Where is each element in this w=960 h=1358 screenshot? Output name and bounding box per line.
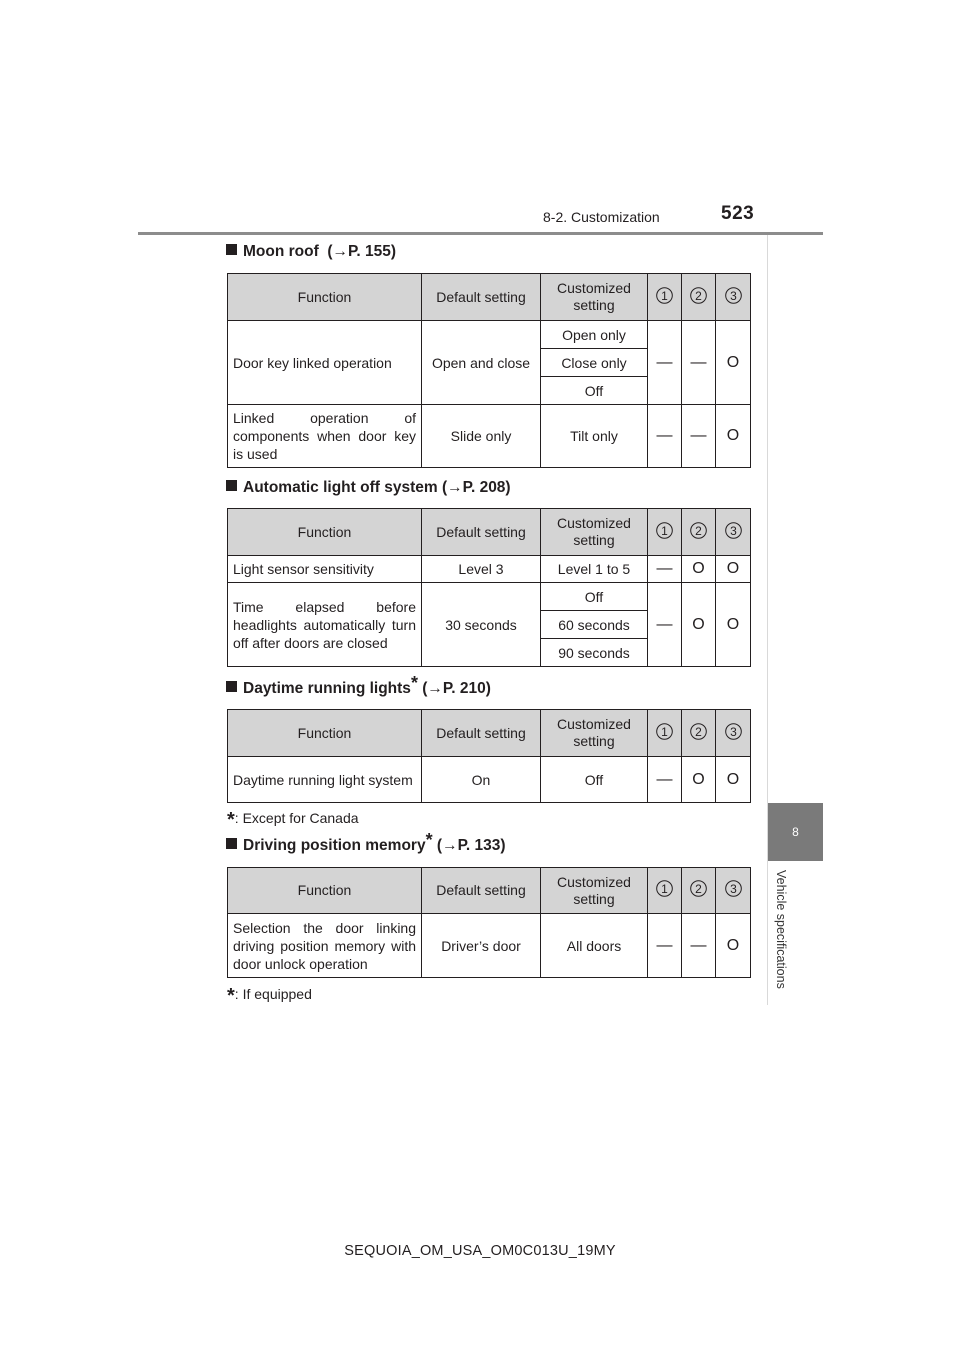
footnote-canada <box>227 809 359 832</box>
circled-2-label: 2 <box>695 288 702 303</box>
table-row <box>228 914 751 978</box>
footnote-star: * <box>227 985 235 1007</box>
header-default-setting: Default setting <box>422 710 541 757</box>
circled-1-icon <box>656 287 673 304</box>
header-col-3 <box>716 710 751 757</box>
section-title-drl <box>226 673 491 698</box>
circled-3-icon <box>725 522 742 539</box>
mark-cell: — <box>682 405 716 468</box>
settings-table-dpm <box>227 867 751 978</box>
circled-2-icon <box>690 287 707 304</box>
mark-cell: — <box>648 914 682 978</box>
header-default-setting: Default setting <box>422 868 541 914</box>
side-divider <box>767 235 768 1005</box>
function-cell: Light sensor sensitivity <box>228 556 422 583</box>
mark-cell: O <box>716 583 751 667</box>
mark-cell: — <box>682 914 716 978</box>
header-customized-setting: Customized setting <box>541 868 648 914</box>
settings-table-moon-roof <box>227 273 751 468</box>
bullet-square-icon <box>226 838 237 849</box>
mark-cell: O <box>682 757 716 803</box>
table-row <box>228 321 751 349</box>
document-id: SEQUOIA_OM_USA_OM0C013U_19MY <box>344 1243 616 1259</box>
circled-1-icon <box>656 723 673 740</box>
option-cell: Off <box>541 757 648 803</box>
bullet-square-icon <box>226 480 237 491</box>
mark-cell: — <box>648 556 682 583</box>
default-cell: Driver’s door <box>422 914 541 978</box>
circled-2-icon <box>690 880 707 897</box>
option-cell: Close only <box>541 349 648 377</box>
header-col-1 <box>648 868 682 914</box>
header-customized-setting: Customized setting <box>541 509 648 556</box>
function-cell: Selection the door linking driving position memory with door unlock operation <box>228 914 422 978</box>
mark-cell: O <box>716 405 751 468</box>
default-cell: Slide only <box>422 405 541 468</box>
header-col-3 <box>716 274 751 321</box>
chapter-tab[interactable]: 8 <box>768 803 823 861</box>
option-cell: Off <box>541 583 648 611</box>
default-cell: 30 seconds <box>422 583 541 667</box>
settings-table-auto-light <box>227 508 751 667</box>
mark-cell: — <box>648 321 682 405</box>
mark-cell: — <box>648 405 682 468</box>
circled-2-label: 2 <box>695 523 702 538</box>
circled-3-label: 3 <box>729 882 737 896</box>
page-reference-link[interactable]: (→P. 210) <box>422 680 491 697</box>
table-row <box>228 583 751 611</box>
circled-2-icon <box>690 723 707 740</box>
page-reference-link[interactable]: (→P. 155) <box>327 243 397 260</box>
circled-1-label: 1 <box>661 724 668 739</box>
option-cell: Tilt only <box>541 405 648 468</box>
function-cell: Linked operation of components when door key is used <box>228 405 422 468</box>
header-function: Function <box>228 868 422 914</box>
mark-cell: O <box>716 321 751 405</box>
footnote-if-equipped <box>227 985 312 1008</box>
page-reference-link[interactable]: (→P. 208) <box>441 479 511 496</box>
mark-cell: — <box>682 321 716 405</box>
table-row <box>228 556 751 583</box>
settings-table-drl <box>227 709 751 803</box>
table-row <box>228 757 751 803</box>
circled-3-icon <box>725 880 742 897</box>
mark-cell: O <box>682 556 716 583</box>
option-cell: Off <box>541 377 648 405</box>
header-default-setting: Default setting <box>422 274 541 321</box>
mark-cell: O <box>716 556 751 583</box>
header-function: Function <box>228 509 422 556</box>
footnote-text: : If equipped <box>234 986 312 1002</box>
section-title-text: Driving position memory <box>243 837 426 854</box>
page-number: 523 <box>721 203 755 224</box>
header-function: Function <box>228 710 422 757</box>
header-col-1 <box>648 274 682 321</box>
mark-cell: O <box>682 583 716 667</box>
circled-1-label: 1 <box>661 523 668 538</box>
default-cell: On <box>422 757 541 803</box>
header-default-setting: Default setting <box>422 509 541 556</box>
section-title-text: Daytime running lights <box>243 680 411 697</box>
footnote-star: * <box>410 673 418 693</box>
section-heading: 8-2. Customization <box>543 209 660 225</box>
header-function: Function <box>228 274 422 321</box>
circled-3-label: 3 <box>729 724 737 739</box>
header-col-2 <box>682 710 716 757</box>
mark-cell: — <box>648 583 682 667</box>
footnote-star: * <box>227 809 235 831</box>
option-cell: 60 seconds <box>541 611 648 639</box>
mark-cell: O <box>716 757 751 803</box>
default-cell: Level 3 <box>422 556 541 583</box>
header-col-2 <box>682 274 716 321</box>
circled-1-label: 1 <box>661 288 668 303</box>
mark-cell: O <box>716 914 751 978</box>
section-title-auto-light <box>226 479 511 497</box>
circled-2-icon <box>690 522 707 539</box>
circled-2-label: 2 <box>695 724 702 739</box>
header-col-3 <box>716 868 751 914</box>
circled-2-label: 2 <box>695 882 702 896</box>
header-col-1 <box>648 509 682 556</box>
table-row <box>228 405 751 468</box>
circled-1-icon <box>656 880 673 897</box>
option-cell: All doors <box>541 914 648 978</box>
option-cell: Level 1 to 5 <box>541 556 648 583</box>
header-col-2 <box>682 509 716 556</box>
bullet-square-icon <box>226 244 237 255</box>
section-title-text: Automatic light off system <box>243 479 438 496</box>
header-customized-setting: Customized setting <box>541 710 648 757</box>
circled-3-label: 3 <box>729 523 737 538</box>
header-col-2 <box>682 868 716 914</box>
header-col-1 <box>648 710 682 757</box>
footnote-star: * <box>425 830 433 850</box>
circled-1-label: 1 <box>661 882 668 896</box>
chapter-label-text: Vehicle specifications <box>774 870 788 989</box>
circled-1-icon <box>656 522 673 539</box>
section-title-moon-roof <box>226 243 396 261</box>
circled-3-icon <box>725 287 742 304</box>
page-reference-link[interactable]: (→P. 133) <box>436 837 506 854</box>
option-cell: 90 seconds <box>541 639 648 667</box>
header-col-3 <box>716 509 751 556</box>
bullet-square-icon <box>226 681 237 692</box>
function-cell: Daytime running light system <box>228 757 422 803</box>
header-customized-setting: Customized setting <box>541 274 648 321</box>
option-cell: Open only <box>541 321 648 349</box>
function-cell: Time elapsed before headlights automatically turn off after doors are closed <box>228 583 422 667</box>
circled-3-label: 3 <box>729 288 737 303</box>
chapter-label <box>774 870 790 1010</box>
footnote-text: : Except for Canada <box>234 810 359 826</box>
circled-3-icon <box>725 723 742 740</box>
header-divider <box>138 232 823 235</box>
function-cell: Door key linked operation <box>228 321 422 405</box>
default-cell: Open and close <box>422 321 541 405</box>
section-title-dpm <box>226 830 506 855</box>
section-title-text: Moon roof <box>243 243 319 260</box>
mark-cell: — <box>648 757 682 803</box>
